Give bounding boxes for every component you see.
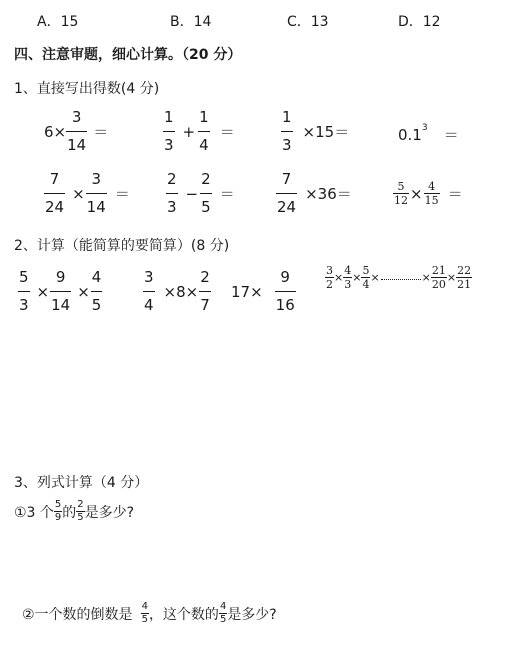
question-1: ①3 个 5 9 的 2 5 是多少?	[14, 499, 135, 523]
row2-expr-3: 7 24 ×36＝	[277, 170, 352, 216]
option-d: D．12	[398, 14, 441, 30]
row2-expr-2: 2 3 − 2 5 ＝	[167, 170, 235, 216]
part3-title: 3、列式计算（4 分）	[14, 475, 149, 491]
row2-expr-1: 7 24 × 3 14 ＝	[45, 170, 130, 216]
row1-expr-3: 1 3 ×15＝	[282, 108, 350, 154]
row1-expr-2: 1 3 + 1 4 ＝	[164, 108, 235, 154]
part1-title: 1、直接写出得数(4 分)	[14, 81, 160, 97]
part2-expr-1: 5 3 × 9 14 × 4 5	[19, 268, 102, 314]
ellipsis-dots	[381, 279, 421, 280]
question-2: ②一个数的倒数是 4 5 ，这个数的 4 5 是多少?	[22, 601, 277, 625]
row1-expr-1: 6× 3 14 ＝	[44, 108, 109, 154]
option-a: A．15	[37, 14, 79, 30]
part2-title: 2、计算（能简算的要简算）(8 分)	[14, 238, 230, 254]
part2-expr-2: 3 4 ×8× 2 7	[144, 268, 210, 314]
option-b: B．14	[170, 14, 212, 30]
part2-expr-4: 3 2 × 4 3 × 5 4 × × 21 20 × 22 21	[326, 264, 472, 291]
part2-expr-3: 17× 9 16	[231, 268, 295, 314]
option-c: C．13	[287, 14, 329, 30]
row1-expr-4: 0.1 3 ＝	[398, 122, 459, 144]
row2-expr-4: 5 12 × 4 15 ＝	[394, 180, 463, 207]
section-title: 四、注意审题，细心计算。（20 分）	[14, 47, 242, 63]
